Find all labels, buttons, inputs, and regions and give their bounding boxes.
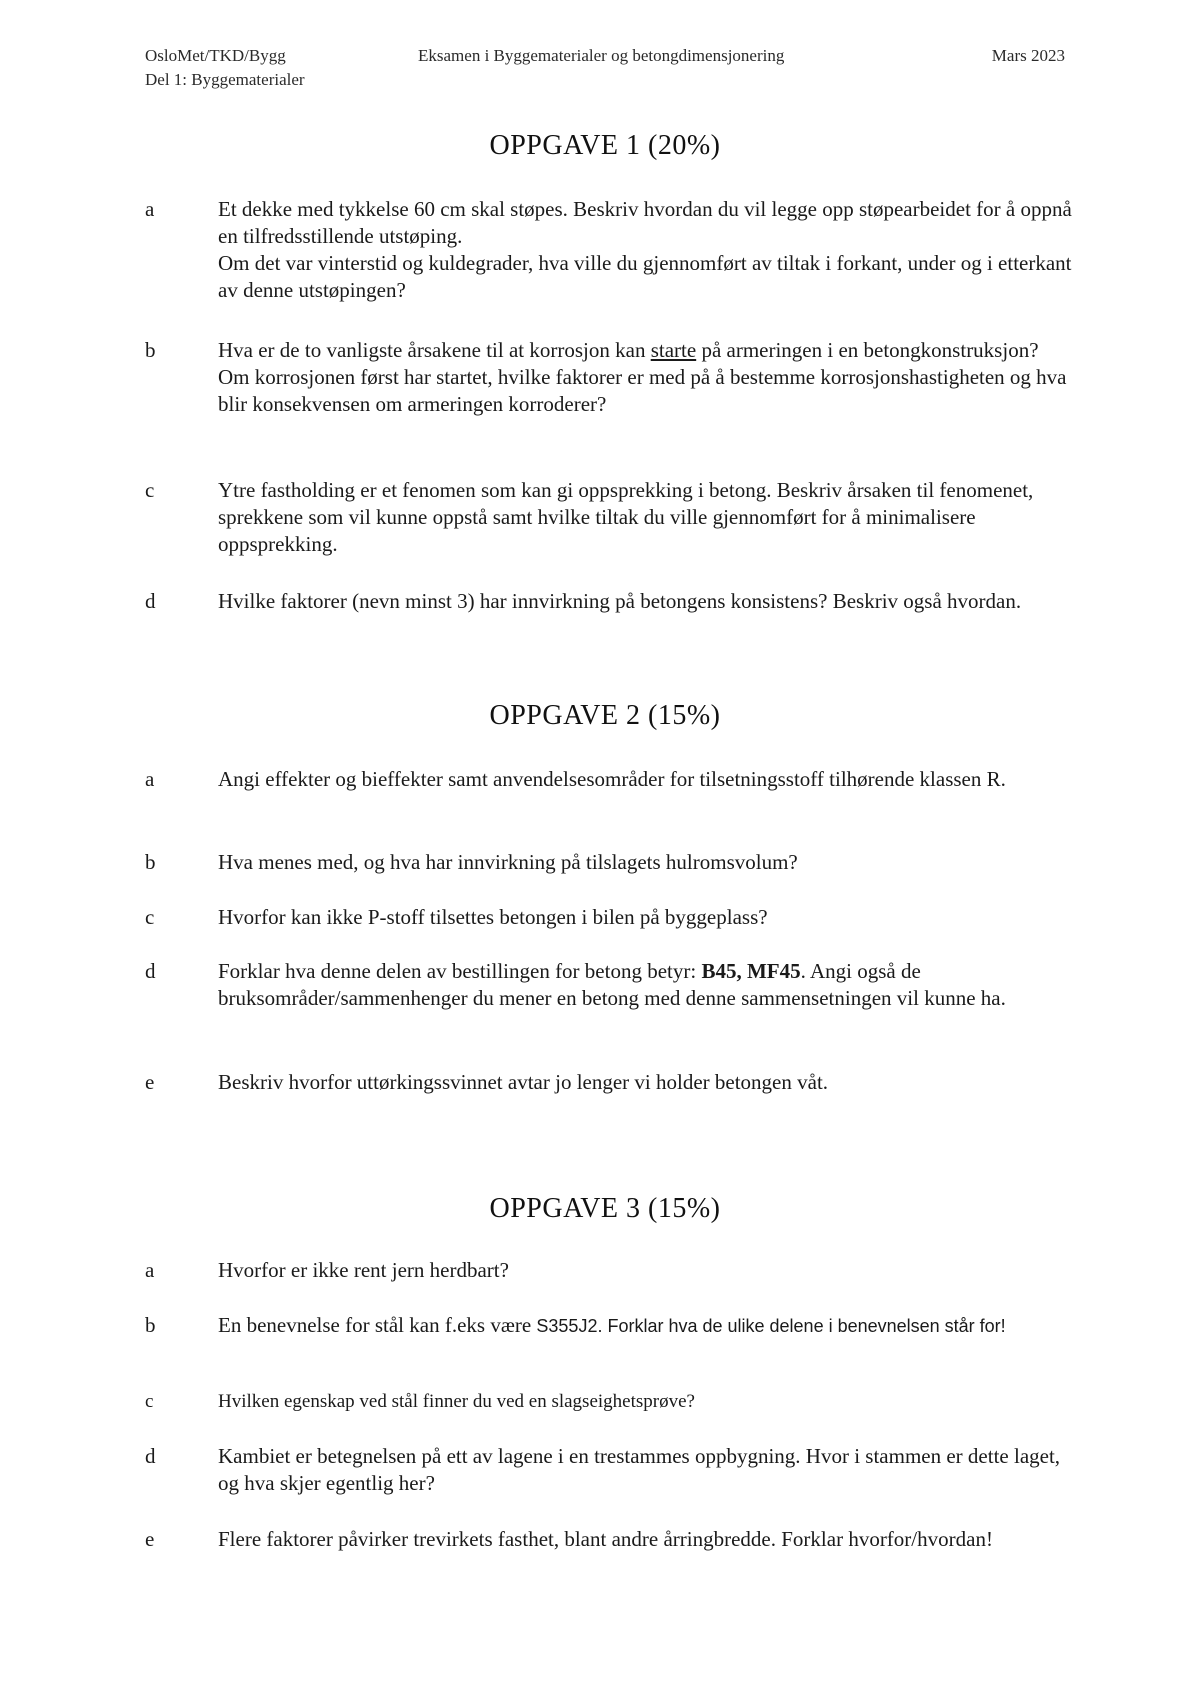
text-span: Hva er de to vanligste årsakene til at korrosjon kan [218, 338, 651, 362]
item-text [218, 196, 1078, 304]
item-letter: d [145, 1444, 156, 1468]
text-span-sans: S355J2. Forklar hva de ulike delene i benevnelsen står for! [536, 1316, 1006, 1336]
item-text [218, 1069, 1078, 1096]
item-paragraph [218, 1312, 1078, 1339]
item-paragraph: Hva menes med, og hva har innvirkning på tilslagets hulromsvolum? [218, 850, 798, 874]
text-span: på armeringen i en betongkonstruksjon? [696, 338, 1039, 362]
item-letter: c [145, 478, 155, 502]
item-paragraph: Hvilke faktorer (nevn minst 3) har innvirkning på betongens konsistens? Beskriv også hvordan. [218, 589, 1022, 613]
item-paragraph: Om korrosjonen først har startet, hvilke faktorer er med på å bestemme korrosjonshastigheten og hva blir konsekvensen om armeringen korroderer? [218, 365, 1067, 416]
header-date: Mars 2023 [991, 46, 1065, 65]
text-span: Forklar hva denne delen av bestillingen for betong betyr: [218, 959, 702, 983]
header-part: Del 1: Byggematerialer [145, 70, 305, 89]
item-letter: d [145, 589, 156, 613]
item-letter: c [145, 905, 155, 929]
item-text [218, 1526, 1078, 1553]
item-paragraph: Hvorfor er ikke rent jern herdbart? [218, 1258, 509, 1282]
item-text [218, 1312, 1078, 1339]
item-text [218, 766, 1078, 793]
item-letter: c [145, 1391, 154, 1412]
item-letter: b [145, 850, 156, 874]
item-text [218, 337, 1078, 418]
bold-designation: B45, MF45 [701, 959, 801, 983]
item-paragraph: Beskriv hvorfor uttørkingssvinnet avtar jo lenger vi holder betongen våt. [218, 1070, 829, 1094]
item-paragraph: Hvilken egenskap ved stål finner du ved en slagseighetsprøve? [218, 1391, 695, 1412]
item-paragraph: Om det var vinterstid og kuldegrader, hva ville du gjennomført av tiltak i forkant, under og i etterkant av denne utstøpingen? [218, 251, 1072, 302]
oppgave2-title: OPPGAVE 2 (15%) [489, 700, 721, 731]
item-letter: d [145, 959, 156, 983]
item-paragraph: Angi effekter og bieffekter samt anvendelsesområder for tilsetningsstoff tilhørende klassen R. [218, 767, 1006, 791]
item-text [218, 958, 1078, 1012]
item-text [218, 1257, 1078, 1284]
item-letter: a [145, 197, 155, 221]
oppgave3-title: OPPGAVE 3 (15%) [489, 1193, 721, 1224]
item-paragraph [218, 337, 1078, 364]
underlined-word: starte [650, 338, 697, 362]
item-letter: e [145, 1527, 155, 1551]
item-paragraph: Ytre fastholding er et fenomen som kan gi oppsprekking i betong. Beskriv årsaken til fenomenet, sprekkene som vil kunne oppstå samt hvilke tiltak du ville gjennomført for å minimalisere oppsprekking. [218, 478, 1034, 556]
item-text [218, 849, 1078, 876]
item-text [218, 1388, 1078, 1415]
item-letter: e [145, 1070, 155, 1094]
header-institution: OsloMet/TKD/Bygg [145, 46, 286, 65]
item-letter: b [145, 338, 156, 362]
item-paragraph: Et dekke med tykkelse 60 cm skal støpes. Beskriv hvordan du vil legge opp støpearbeidet for å oppnå en tilfredsstillende utstøping. [218, 197, 1072, 248]
item-letter: a [145, 767, 155, 791]
text-span: . Angi også de bruksområder/sammenhenger du mener en betong med denne sammensetningen vil kunne ha. [218, 959, 1006, 1010]
item-paragraph: Flere faktorer påvirker trevirkets fasthet, blant andre årringbredde. Forklar hvorfor/hvordan! [218, 1527, 993, 1551]
header-left [145, 44, 305, 92]
item-paragraph: Hvorfor kan ikke P-stoff tilsettes betongen i bilen på byggeplass? [218, 905, 768, 929]
item-text [218, 588, 1078, 615]
text-span: En benevnelse for stål kan f.eks være [218, 1313, 537, 1337]
oppgave1-title: OPPGAVE 1 (20%) [489, 130, 721, 161]
item-paragraph [218, 958, 1078, 1012]
item-text [218, 1443, 1078, 1497]
item-text [218, 477, 1078, 558]
item-letter: a [145, 1258, 155, 1282]
item-letter: b [145, 1313, 156, 1337]
item-paragraph: Kambiet er betegnelsen på ett av lagene i en trestammes oppbygning. Hvor i stammen er dette laget, og hva skjer egentlig her? [218, 1444, 1061, 1495]
item-text [218, 904, 1078, 931]
page-header [0, 44, 1200, 94]
header-exam-title: Eksamen i Byggematerialer og betongdimensjonering [418, 46, 785, 65]
